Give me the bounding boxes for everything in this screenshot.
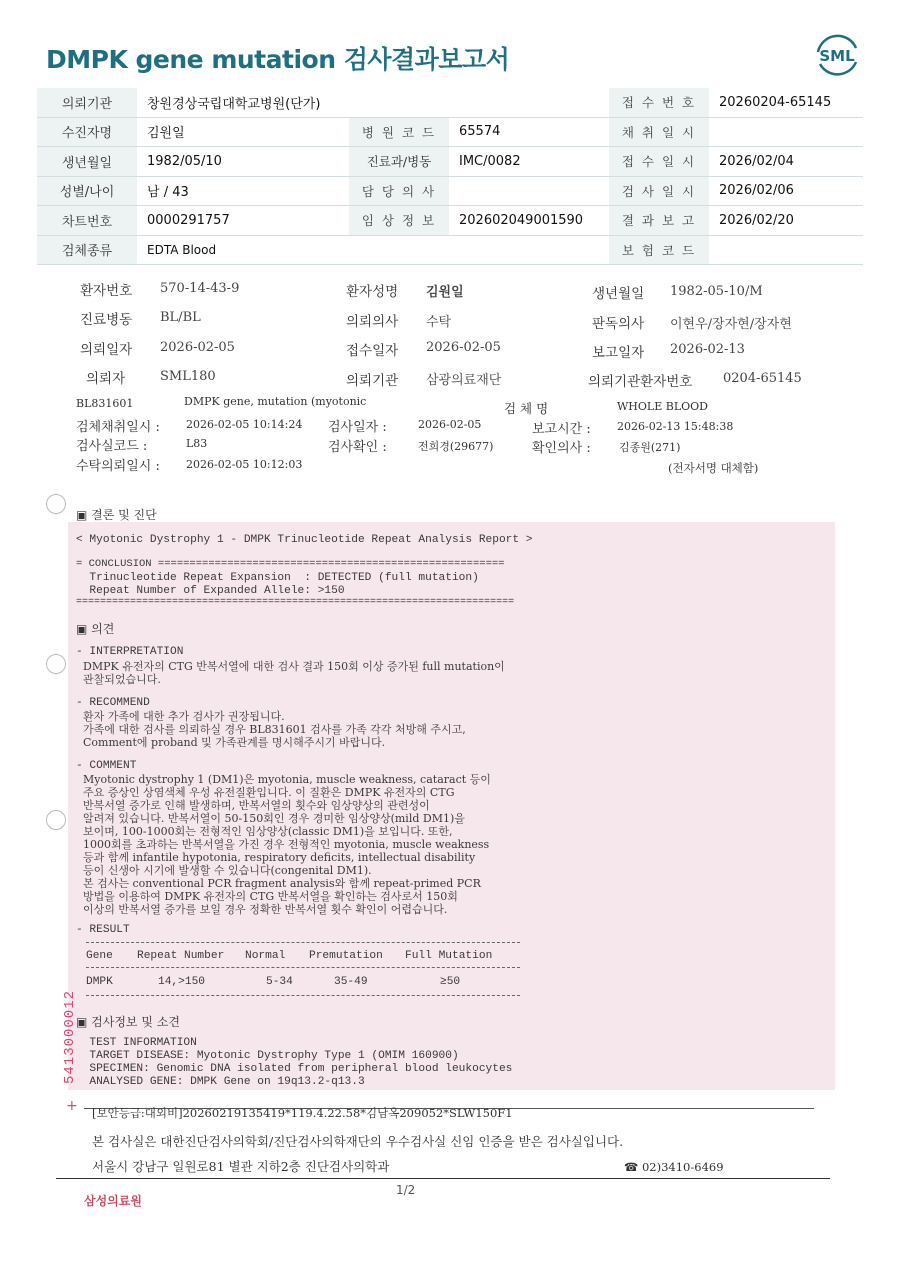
result-divider — [86, 995, 520, 996]
logo-text: SML — [819, 47, 855, 65]
punch-hole — [46, 810, 66, 830]
result-col-normal: Normal — [245, 950, 286, 962]
patient-label: 진료병동 — [80, 312, 133, 328]
page-number: 1/2 — [396, 1183, 416, 1197]
interpretation-head: - INTERPRETATION — [76, 646, 184, 658]
value-collect-date — [709, 117, 863, 147]
result-col-gene: Gene — [86, 950, 113, 962]
conclusion-line: Repeat Number of Expanded Allele: >150 — [76, 585, 345, 597]
value-insurance-code — [709, 235, 863, 265]
patient-label: 의뢰자 — [86, 371, 126, 387]
value-birth: 1982/05/10 — [137, 147, 349, 177]
patient-value: 1982-05-10/M — [670, 284, 763, 299]
report-time-value: 2026-02-13 15:48:38 — [617, 420, 734, 433]
label-specimen: 검체종류 — [37, 235, 137, 265]
header-row — [37, 88, 863, 117]
patient-value: 김원일 — [426, 285, 464, 300]
label-receipt-no: 접 수 번 호 — [609, 88, 709, 117]
label-collect-date: 채 취 일 시 — [609, 117, 709, 147]
patient-value: 이현우/장자현/장자현 — [670, 317, 792, 332]
collect-value: 2026-02-05 10:14:24 — [186, 418, 303, 431]
label-hospital-code: 병 원 코 드 — [349, 117, 449, 147]
result-cell-gene: DMPK — [86, 976, 113, 988]
label-birth: 생년월일 — [37, 147, 137, 177]
plus-mark: + — [66, 1098, 78, 1114]
comment-line: 이상의 반복서열 증가를 보일 경우 정확한 반복서열 횟수 확인이 어렵습니다. — [76, 903, 448, 916]
comment-line: 보이며, 100-1000회는 전형적인 임상양상(classic DM1)을 보입니다. 또한, — [76, 825, 453, 838]
esign-note: (전자서명 대체함) — [668, 461, 759, 475]
patient-label: 의뢰의사 — [346, 314, 399, 330]
doctor-label: 확인의사 : — [532, 441, 591, 456]
header-row — [37, 206, 863, 236]
header-row — [37, 117, 863, 147]
sml-logo — [812, 30, 862, 80]
patient-value: 2026-02-13 — [670, 342, 745, 357]
value-doctor — [449, 176, 609, 206]
recommend-line: 가족에 대한 검사를 의뢰하실 경우 BL831601 검사를 가족 각각 처방해 주시고, — [76, 723, 466, 736]
value-report-date: 2026/02/20 — [709, 206, 863, 236]
patient-label: 의뢰기관 — [346, 373, 399, 389]
patient-label: 판독의사 — [592, 316, 645, 332]
recommend-line: Comment에 proband 및 가족관계를 명시해주시기 바랍니다. — [76, 736, 386, 749]
label-chart-no: 차트번호 — [37, 206, 137, 236]
comment-line: 등이 신생아 시기에 발생할 수 있습니다(congenital DM1). — [76, 864, 372, 877]
recommend-head: - RECOMMEND — [76, 697, 150, 709]
interpretation-line: DMPK 유전자의 CTG 반복서열에 대한 검사 결과 150회 이상 증가된 full mutation이 — [76, 660, 505, 673]
test-name: DMPK gene, mutation (myotonic — [184, 395, 367, 408]
address-text: 서울시 강남구 일원로81 별관 지하2층 진단검사의학과 — [92, 1159, 390, 1174]
patient-label: 생년월일 — [592, 286, 645, 302]
patient-value: 수탁 — [426, 315, 452, 330]
patient-label: 의뢰기관환자번호 — [588, 374, 693, 390]
info-line: ANALYSED GENE: DMPK Gene on 19q13.2-q13.3 — [76, 1076, 365, 1088]
report-title: < Myotonic Dystrophy 1 - DMPK Trinucleotide Repeat Analysis Report > — [76, 534, 533, 546]
section-test-info: ▣ 검사정보 및 소견 — [76, 1015, 180, 1029]
result-col-full: Full Mutation — [405, 950, 493, 962]
value-hospital-code: 65574 — [449, 117, 609, 147]
label-report-date: 결 과 보 고 — [609, 206, 709, 236]
label-clinical-info: 임 상 정 보 — [349, 206, 449, 236]
conclusion-end: ========================================================================= — [76, 597, 515, 608]
patient-value: 2026-02-05 — [426, 340, 501, 355]
comment-line: 방법을 이용하여 DMPK 유전자의 CTG 반복서열을 확인하는 검사로서 150회 — [76, 890, 458, 903]
label-receipt-date: 접 수 일 시 — [609, 147, 709, 177]
comment-line: 주요 증상인 상염색체 우성 유전질환입니다. 이 질환은 DMPK 유전자의 CTG — [76, 786, 455, 799]
patient-label: 의뢰일자 — [80, 342, 133, 358]
result-cell-normal: 5-34 — [266, 976, 293, 988]
section-opinion: ▣ 의견 — [76, 622, 115, 636]
patient-label: 보고일자 — [592, 345, 645, 361]
value-chart-no: 0000291757 — [137, 206, 349, 236]
value-specimen: EDTA Blood — [137, 235, 609, 265]
patient-value: BL/BL — [160, 310, 201, 325]
hospital-logo-text: 삼성의료원 — [84, 1194, 142, 1208]
result-col-repeat: Repeat Number — [137, 950, 225, 962]
label-department: 진료과/병동 — [349, 147, 449, 177]
value-clinical-info: 202602049001590 — [449, 206, 609, 236]
patient-value: 570-14-43-9 — [160, 281, 240, 296]
comment-line: 1000회를 초과하는 반복서열을 가진 경우 전형적인 myotonia, muscle weakness — [76, 838, 490, 851]
doctor-value: 김종원(271) — [619, 441, 681, 454]
lab-code-label: 검사실코드 : — [76, 439, 148, 454]
label-test-date: 검 사 일 시 — [609, 176, 709, 206]
info-line: TEST INFORMATION — [76, 1037, 197, 1049]
comment-head: - COMMENT — [76, 760, 137, 772]
lab-code-value: L83 — [186, 437, 208, 450]
recommend-line: 환자 가족에 대한 추가 검사가 권장됩니다. — [76, 710, 285, 723]
confirm-label: 검사확인 : — [328, 440, 387, 455]
header-row — [37, 235, 863, 265]
label-patient-name: 수진자명 — [37, 117, 137, 147]
comment-line: 알려져 있습니다. 반복서열이 50-150회인 경우 경미한 임상양상(mild DM1)을 — [76, 812, 465, 825]
page-title: DMPK gene mutation 검사결과보고서 — [46, 45, 510, 74]
value-patient-name: 김원일 — [137, 117, 349, 147]
interpretation-line: 관찰되었습니다. — [76, 673, 161, 686]
label-institution: 의뢰기관 — [37, 88, 137, 117]
value-institution: 창원경상국립대학교병원(단가) — [137, 88, 609, 117]
test-date-label: 검사일자 : — [328, 420, 387, 435]
result-head: - RESULT — [76, 924, 130, 936]
result-divider — [86, 967, 520, 968]
label-insurance-code: 보 험 코 드 — [609, 235, 709, 265]
phone-text: ☎ 02)3410-6469 — [624, 1160, 724, 1174]
patient-value: SML180 — [160, 369, 216, 384]
value-department: IMC/0082 — [449, 147, 609, 177]
patient-label: 접수일자 — [346, 343, 399, 359]
header-row — [37, 176, 863, 206]
info-line: TARGET DISEASE: Myotonic Dystrophy Type 1 (OMIM 160900) — [76, 1050, 459, 1062]
punch-hole — [46, 654, 66, 674]
test-code: BL831601 — [76, 397, 134, 410]
entrust-label: 수탁의뢰일시 : — [76, 459, 160, 474]
punch-hole — [46, 494, 66, 514]
security-line: [보안등급:대외비]20260219135419*119.4.22.58*김남옥209052*SLW150F1 — [92, 1106, 513, 1120]
comment-line: 반복서열 증가로 인해 발생하며, 반복서열의 횟수와 임상양상의 관련성이 — [76, 799, 430, 812]
result-cell-premutation: 35-49 — [334, 976, 368, 988]
value-receipt-no: 20260204-65145 — [709, 88, 863, 117]
conclusion-line: Trinucleotide Repeat Expansion : DETECTED (full mutation) — [76, 572, 479, 584]
patient-value: 2026-02-05 — [160, 340, 235, 355]
specimen-label: 검 체 명 — [504, 401, 549, 416]
result-cell-repeat: 14,>150 — [158, 976, 205, 988]
info-line: SPECIMEN: Genomic DNA isolated from peripheral blood leukocytes — [76, 1063, 513, 1075]
certification-text: 본 검사실은 대한진단검사의학회/진단검사의학재단의 우수검사실 신임 인증을 받은 검사실입니다. — [92, 1134, 624, 1149]
header-row — [37, 147, 863, 177]
comment-line: 본 검사는 conventional PCR fragment analysis와 함께 repeat-primed PCR — [76, 877, 481, 890]
label-sex-age: 성별/나이 — [37, 176, 137, 206]
collect-label: 검체채취일시 : — [76, 420, 160, 435]
patient-label: 환자성명 — [346, 284, 399, 300]
test-date-value: 2026-02-05 — [418, 418, 482, 431]
label-doctor: 담 당 의 사 — [349, 176, 449, 206]
confirm-value: 전희경(29677) — [418, 440, 494, 453]
value-test-date: 2026/02/06 — [709, 176, 863, 206]
header-table — [37, 88, 863, 265]
result-col-premutation: Premutation — [309, 950, 383, 962]
specimen-value: WHOLE BLOOD — [617, 400, 708, 413]
entrust-value: 2026-02-05 10:12:03 — [186, 458, 303, 471]
section-conclusion: ▣ 결론 및 진단 — [76, 508, 157, 522]
conclusion-head: = CONCLUSION ======================================================= — [76, 558, 505, 570]
result-divider — [86, 942, 520, 943]
value-receipt-date: 2026/02/04 — [709, 147, 863, 177]
comment-line: Myotonic dystrophy 1 (DM1)은 myotonia, muscle weakness, cataract 등이 — [76, 773, 491, 786]
patient-value: 삼광의료재단 — [426, 373, 502, 388]
patient-value: 0204-65145 — [723, 371, 802, 386]
patient-label: 환자번호 — [80, 283, 133, 299]
report-time-label: 보고시간 : — [532, 422, 591, 437]
comment-line: 등과 함께 infantile hypotonia, respiratory deficits, intellectual disability — [76, 851, 476, 864]
footer-divider — [56, 1178, 830, 1179]
value-sex-age: 남 / 43 — [137, 176, 349, 206]
result-cell-full: ≥50 — [440, 976, 461, 988]
serial-stamp: 5413000012 — [62, 990, 78, 1085]
